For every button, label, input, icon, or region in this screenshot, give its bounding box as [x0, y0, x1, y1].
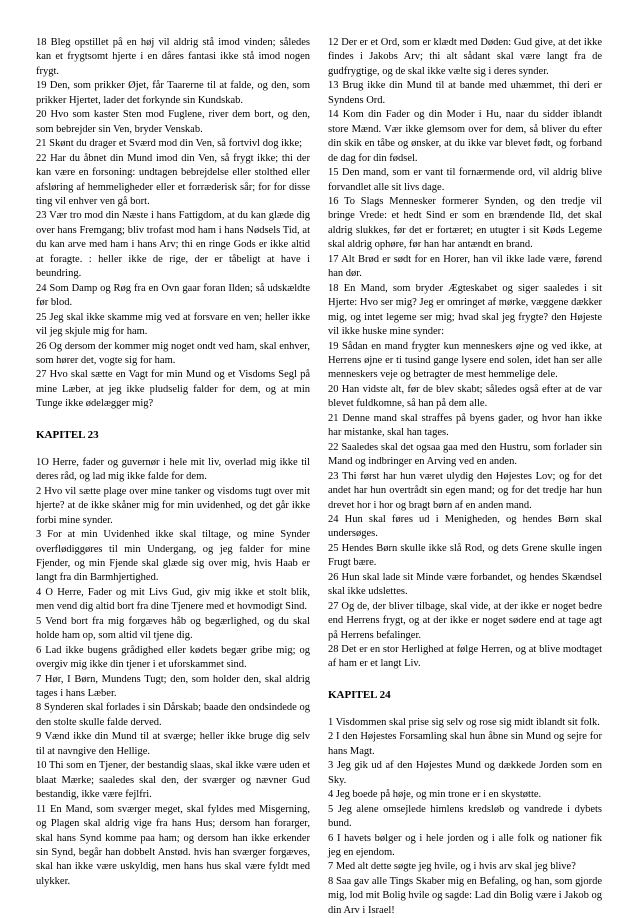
verse: 14 Kom din Fader og din Moder i Hu, naar du sidder iblandt store Mænd. Vær ikke glemsom over for dem, så bliver du efter din skik en tåbe og ønsker, at du ikke var blevet født, og forband de dag for din fødsel. [328, 109, 602, 164]
verse: 12 Der er et Ord, som er klædt med Døden: Gud give, at det ikke findes i Jakobs Arv; thi alt sådant skal være langt fra de gudfrygtige, og de skal ikke vælte sig i deres synder. [328, 37, 602, 77]
verse: 10 Thi som en Tjener, der bestandig slaas, skal ikke være uden et blaat Mærke; saaledes skal den, der sværger og nævner Gud bestandig, ikke være fejlfri. [36, 760, 310, 801]
verse-list [36, 36, 310, 412]
left-column [36, 36, 310, 902]
verse: 26 Hun skal lade sit Minde være forbandet, og hendes Skændsel skal ikke udslettes. [328, 571, 602, 598]
verse: 25 Hendes Børn skulle ikke slå Rod, og dets Grene skulle ingen Frugt bære. [328, 542, 602, 569]
verse: 21 Denne mand skal straffes på byens gader, og hvor han ikke har mistanke, skal han tages. [328, 412, 602, 439]
verse: 18 Bleg opstillet på en høj vil aldrig stå imod vinden; således kan et frygtsomt hjerte i en dåres fantasi ikke stå imod nogen frygt. [36, 37, 310, 77]
verse: 22 Saaledes skal det ogsaa gaa med den Hustru, som forlader sin Mand og indbringer en Arving ved en anden. [328, 441, 602, 468]
verse-list [328, 36, 602, 672]
verse: 20 Hvo som kaster Sten mod Fuglene, river dem bort, og den, som bebrejder sin Ven, bryder Venskab. [36, 109, 310, 135]
verse: 1O Herre, fader og guvernør i hele mit liv, overlad mig ikke til deres råd, og lad mig ikke falde for dem. [36, 456, 310, 483]
verse-list [328, 716, 602, 918]
verse: 3 For at min Uvidenhed ikke skal tiltage, og mine Synder overflødiggøres til min Undergang, og jeg falder for mine Fjender, og min Fjende skal glæde sig over mig, hvis Haab er langt fra din Barmhjertighed. [36, 529, 310, 584]
verse: 18 En Mand, som bryder Ægteskabet og siger saaledes i sit Hjerte: Hvo ser mig? Jeg er omringet af mørke, væggene dækker mig, og intet legeme ser mig; hvad skal jeg frygte? den Højeste vil ikke huske mine synder: [328, 282, 602, 338]
verse: 8 Synderen skal forlades i sin Dårskab; baade den ondsindede og den stolte skulle falde derved. [36, 702, 310, 728]
verse: 17 Alt Brød er sødt for en Horer, han vil ikke lade være, førend han dør. [328, 253, 602, 280]
verse: 13 Brug ikke din Mund til at bande med uhæmmet, thi deri er Syndens Ord. [328, 80, 602, 106]
verse: 27 Hvo skal sætte en Vagt for min Mund og et Visdoms Segl på mine Læber, at jeg ikke pludselig falder for dem, og at min Tunge ikke ødelægger mig? [36, 369, 310, 410]
verse: 5 Jeg alene omsejlede himlens kredsløb og vandrede i dybets bund. [328, 803, 602, 830]
verse: 4 O Herre, Fader og mit Livs Gud, giv mig ikke et stolt blik, men vend dig altid bort fra dine Tjenere med et hovmodigt Sind. [36, 586, 310, 613]
verse: 24 Hun skal føres ud i Menigheden, og hendes Børn skal undersøges. [328, 513, 602, 540]
verse: 28 Det er en stor Herlighed at følge Herren, og at blive modtaget af ham er et langt Liv. [328, 644, 602, 670]
verse: 4 Jeg boede på høje, og min trone er i en skystøtte. [328, 789, 542, 801]
verse: 8 Saa gav alle Tings Skaber mig en Befaling, og han, som gjorde mig, lod mit Bolig hvile og sagde: Lad din Bolig være i Jakob og din Arv i Israel! [328, 875, 602, 916]
verse: 21 Skønt du drager et Sværd mod din Ven, så fortvivl dog ikke; [36, 138, 303, 150]
verse: 15 Den mand, som er vant til fornærmende ord, vil aldrig blive forvandlet alle sit livs dage. [328, 167, 602, 193]
verse: 23 Vær tro mod din Næste i hans Fattigdom, at du kan glæde dig over hans Fremgang; bliv trofast mod ham i hans Nødsels Tid, at du kan arve med ham i hans Arv; thi en ringe Gods er ikke altid at foragte. : heller ikke de rige, der er tåbeligt at have i beundring. [36, 210, 310, 280]
verse: 1 Visdommen skal prise sig selv og rose sig midt iblandt sit folk. [328, 716, 600, 728]
verse: 7 Med alt dette søgte jeg hvile, og i hvis arv skal jeg blive? [328, 861, 576, 873]
verse: 19 Den, som prikker Øjet, får Taarerne til at falde, og den, som prikker Hjertet, lader det forkynde sin Kundskab. [36, 80, 310, 106]
verse: 2 Hvo vil sætte plage over mine tanker og visdoms tugt over mit hjerte? at de ikke skåner mig for min uvidenhed, og det går ikke forbi mine synder. [36, 485, 310, 526]
verse: 19 Sådan en mand frygter kun menneskers øjne og ved ikke, at Herrens øjne er ti tusind gange lysere end solen, idet han ser alle menneskers veje og betragter de mest hemmelige dele. [328, 340, 602, 381]
right-column [328, 36, 602, 916]
verse: 5 Vend bort fra mig forgæves håb og begærlighed, og du skal holde ham op, som altid vil tjene dig. [36, 615, 310, 642]
verse: 6 I havets bølger og i hele jorden og i alle folk og nationer fik jeg en ejendom. [328, 832, 602, 859]
verse: 9 Vænd ikke din Mund til at sværge; heller ikke bruge dig selv til at navngive den Hellige. [36, 731, 310, 757]
verse: 25 Jeg skal ikke skamme mig ved at forsvare en ven; heller ikke vil jeg skjule mig for ham. [36, 311, 310, 338]
verse: 20 Han vidste alt, før de blev skabt; således også efter at de var blevet fuldkomne, så han på dem alle. [328, 383, 602, 410]
chapter-heading: KAPITEL 24 [328, 688, 391, 701]
verse-list [36, 456, 310, 890]
verse: 26 Og dersom der kommer mig noget ondt ved ham, skal enhver, som hører det, vogte sig for ham. [36, 340, 310, 366]
verse: 2 I den Højestes Forsamling skal hun åbne sin Mund og sejre for hans Magt. [328, 731, 602, 757]
verse: 7 Hør, I Børn, Mundens Tugt; den, som holder den, skal aldrig tages i hans Læber. [36, 673, 310, 700]
verse: 23 Thi først har hun været ulydig den Højestes Lov; og for det andet har hun overtrådt sin egen mand; og for det tredje har hun drevet hor i hor og bragt børn af en anden mand. [328, 470, 602, 511]
verse: 16 To Slags Mennesker formerer Synden, og den tredje vil bringe Vrede: et hedt Sind er som en brændende Ild, det skal aldrig slukkes, før det er fortæret; en utugter i sit Køds Legeme skal aldrig ophøre, før han har antændt en brand. [328, 195, 602, 251]
verse: 6 Lad ikke bugens grådighed eller kødets begær gribe mig; og overgiv mig ikke din tjener i et uforskammet sind. [36, 644, 310, 671]
chapter-heading: KAPITEL 23 [36, 428, 99, 441]
verse: 24 Som Damp og Røg fra en Ovn gaar foran Ilden; så udskældte før blod. [36, 282, 310, 309]
verse: 11 En Mand, som sværger meget, skal fyldes med Misgerning, og Plagen skal aldrig vige fra hans Hus; dersom han forarger, skal hans Synd komme paa ham; og dersom han ikke erkender sin Synd, begår han dobbelt Anstød. hvis han sværger forgæves, skal han ikke være uskyldig, men hans hus skal være fyldt med ulykker. [36, 803, 310, 887]
verse: 3 Jeg gik ud af den Højestes Mund og dækkede Jorden som en Sky. [328, 760, 602, 786]
verse: 22 Har du åbnet din Mund imod din Ven, så frygt ikke; thi der kan være en forsoning: undtagen bebrejdelse eller stolthed eller afsløring af hemmeligheder eller et forræderisk sår; for for disse ting vil enhver ven gå bort. [36, 152, 310, 207]
verse: 27 Og de, der bliver tilbage, skal vide, at der ikke er noget bedre end Herrens frygt, og at der ikke er noget sødere end at tage agt på Herrens befalinger. [328, 600, 602, 641]
